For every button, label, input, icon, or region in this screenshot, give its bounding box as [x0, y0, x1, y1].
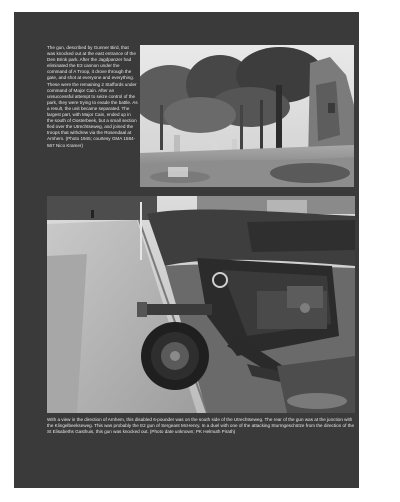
caption-top: The gun, described by Gunner Bird, that was knocked out at the east entrance of the Den Brink park. After the Jagdpanzer had eliminated the E3 cannon under the command of A Troop, it drove through the gate, and shot at everyone and everything. These were the remaining 2 Staffords under command of Major Cain. After an unsuccessful attempt to seize control of the park, they were trying to evade the battle. As a result, the unit became separated. The largest part, with Major Cain, ended up in the south of Oosterbeek, but a small section fled over the Utrechtseweg, and joined the troops that withdrew via the Rosendaal at Arnhem. (Photo 1945; courtesy GMA 1584-567 Nico Kramer) [47, 45, 138, 148]
photo-park-entrance [140, 45, 354, 187]
book-page [14, 12, 359, 488]
caption-bottom: With a view in the direction of Arnhem, this disabled 6-pounder was on the south side of the Utrechtseweg. The rear of the gun was at the junction with the Klingelbeekseweg. This was probably the E2 gun of Sergeant McHenry. In a duel with one of the attacking Sturmgeschütze from the direction of the St Elisabeths Gasthuis, this gun was knocked out. (Photo date unknown; PK Helmuth Pirath) [47, 417, 355, 435]
photo-disabled-gun-drawing [47, 196, 355, 413]
photo-disabled-gun [47, 196, 355, 413]
photo-park-entrance-drawing [140, 45, 354, 187]
